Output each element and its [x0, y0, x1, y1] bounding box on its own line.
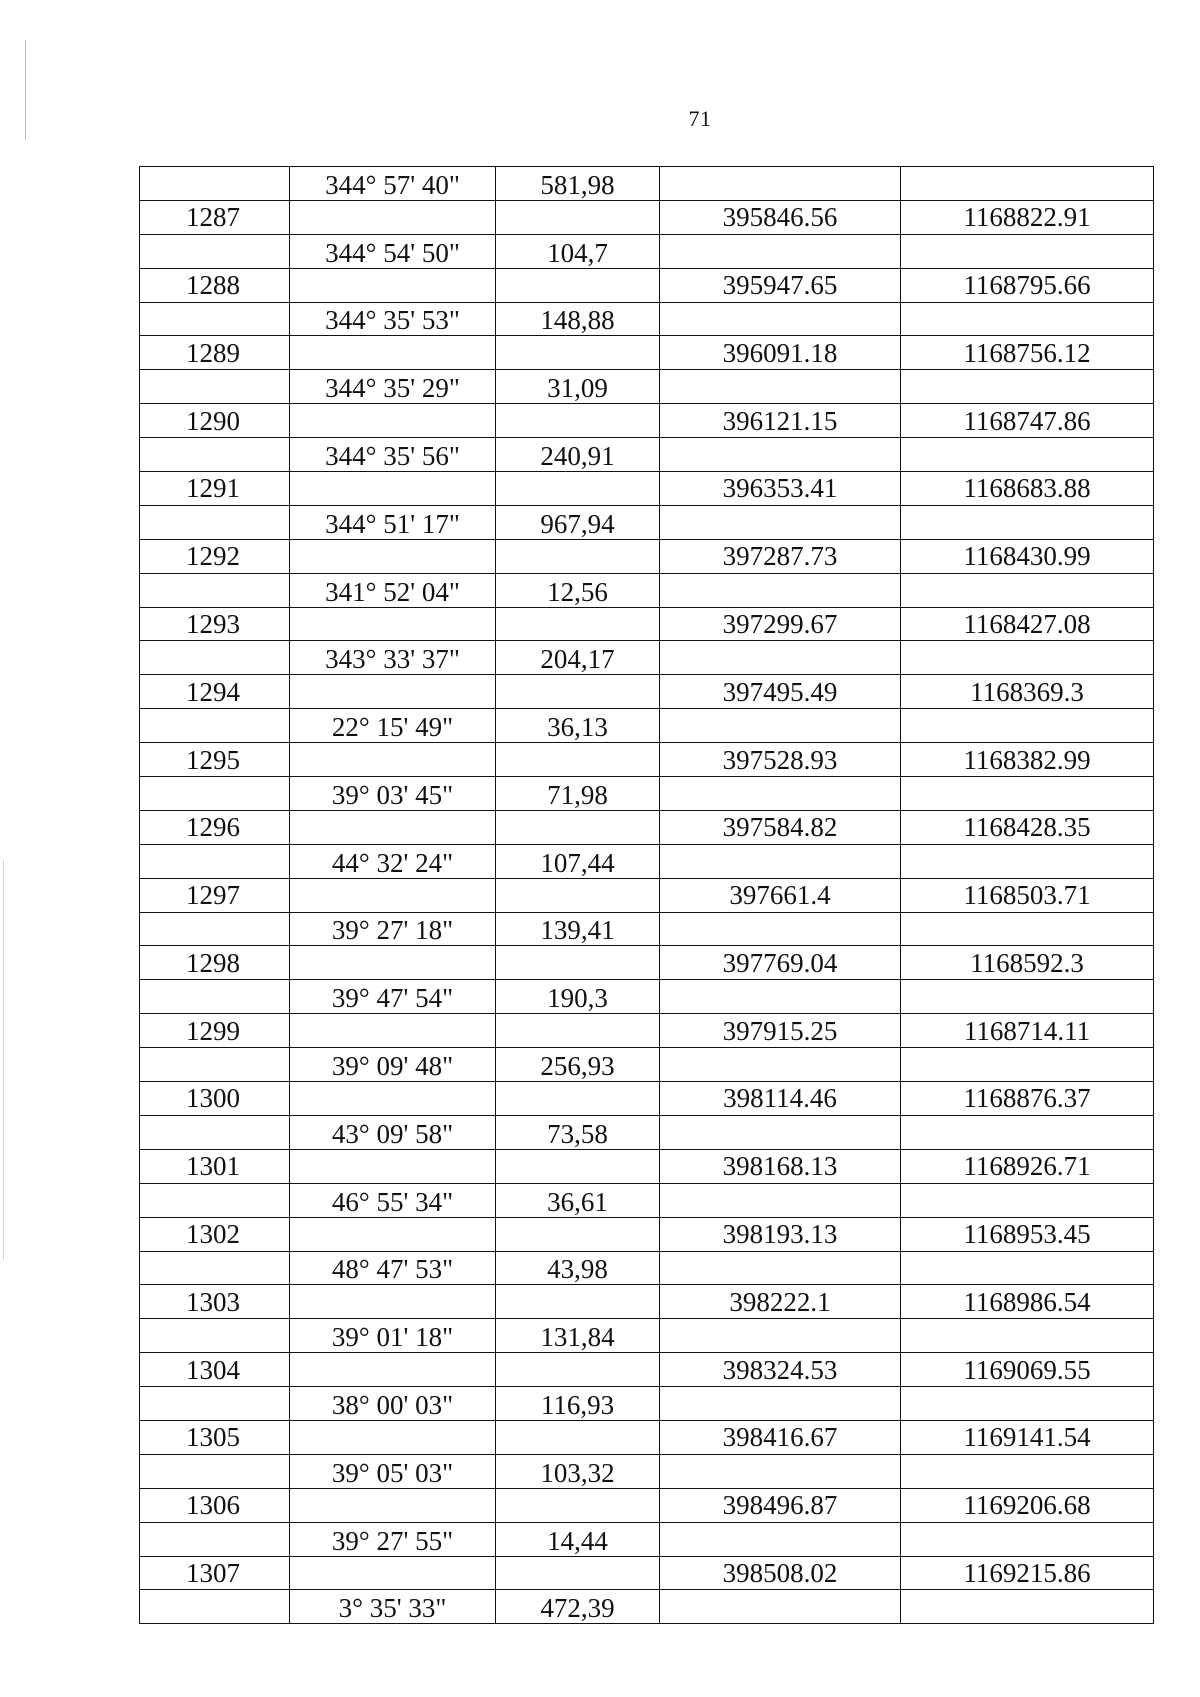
direction-angle-cell: 344° 35' 56": [290, 438, 496, 472]
distance-cell: 43,98: [496, 1251, 660, 1285]
direction-angle-cell: 343° 33' 37": [290, 641, 496, 675]
point-number-cell: 1290: [140, 404, 290, 438]
distance-cell: 256,93: [496, 1048, 660, 1082]
point-number-cell: 1291: [140, 472, 290, 506]
point-number-cell: [140, 1522, 290, 1556]
x-coordinate-cell: 395947.65: [660, 268, 901, 302]
y-coordinate-cell: 1168926.71: [901, 1149, 1154, 1183]
point-number-cell: [140, 709, 290, 743]
point-number-cell: [140, 302, 290, 336]
x-coordinate-cell: 396121.15: [660, 404, 901, 438]
y-coordinate-cell: [901, 573, 1154, 607]
y-coordinate-cell: [901, 1115, 1154, 1149]
table-row: [140, 370, 1154, 404]
distance-cell: 73,58: [496, 1115, 660, 1149]
x-coordinate-cell: 398416.67: [660, 1420, 901, 1454]
direction-angle-cell: [290, 946, 496, 980]
point-number-cell: 1287: [140, 200, 290, 234]
distance-cell: 240,91: [496, 438, 660, 472]
point-number-cell: 1302: [140, 1217, 290, 1251]
direction-angle-cell: [290, 404, 496, 438]
y-coordinate-cell: [901, 302, 1154, 336]
table-row: [140, 743, 1154, 777]
table-row: [140, 777, 1154, 811]
table-row: [140, 404, 1154, 438]
x-coordinate-cell: [660, 1183, 901, 1217]
direction-angle-cell: [290, 1014, 496, 1048]
distance-cell: 103,32: [496, 1454, 660, 1488]
y-coordinate-cell: 1169069.55: [901, 1353, 1154, 1387]
distance-cell: 116,93: [496, 1387, 660, 1421]
x-coordinate-cell: [660, 438, 901, 472]
coordinates-table-body: [140, 167, 1154, 1624]
direction-angle-cell: 39° 01' 18": [290, 1319, 496, 1353]
direction-angle-cell: 48° 47' 53": [290, 1251, 496, 1285]
y-coordinate-cell: 1168876.37: [901, 1082, 1154, 1116]
table-row: [140, 1590, 1154, 1624]
x-coordinate-cell: [660, 505, 901, 539]
y-coordinate-cell: 1168427.08: [901, 607, 1154, 641]
x-coordinate-cell: [660, 234, 901, 268]
y-coordinate-cell: 1168953.45: [901, 1217, 1154, 1251]
table-row: [140, 607, 1154, 641]
y-coordinate-cell: 1168683.88: [901, 472, 1154, 506]
y-coordinate-cell: 1168503.71: [901, 878, 1154, 912]
table-row: [140, 1488, 1154, 1522]
table-row: [140, 675, 1154, 709]
distance-cell: [496, 1353, 660, 1387]
distance-cell: [496, 1420, 660, 1454]
y-coordinate-cell: [901, 438, 1154, 472]
distance-cell: [496, 336, 660, 370]
distance-cell: [496, 743, 660, 777]
x-coordinate-cell: [660, 370, 901, 404]
distance-cell: [496, 946, 660, 980]
distance-cell: 967,94: [496, 505, 660, 539]
table-row: [140, 573, 1154, 607]
x-coordinate-cell: 398222.1: [660, 1285, 901, 1319]
table-row: [140, 234, 1154, 268]
point-number-cell: [140, 1454, 290, 1488]
point-number-cell: [140, 641, 290, 675]
x-coordinate-cell: [660, 641, 901, 675]
table-row: [140, 438, 1154, 472]
table-row: [140, 912, 1154, 946]
direction-angle-cell: [290, 1420, 496, 1454]
y-coordinate-cell: 1168382.99: [901, 743, 1154, 777]
distance-cell: 190,3: [496, 980, 660, 1014]
y-coordinate-cell: [901, 980, 1154, 1014]
y-coordinate-cell: 1169141.54: [901, 1420, 1154, 1454]
point-number-cell: [140, 1251, 290, 1285]
y-coordinate-cell: [901, 167, 1154, 201]
direction-angle-cell: 39° 47' 54": [290, 980, 496, 1014]
distance-cell: 104,7: [496, 234, 660, 268]
distance-cell: [496, 1082, 660, 1116]
point-number-cell: [140, 234, 290, 268]
distance-cell: 139,41: [496, 912, 660, 946]
point-number-cell: 1300: [140, 1082, 290, 1116]
direction-angle-cell: [290, 1082, 496, 1116]
direction-angle-cell: 344° 35' 29": [290, 370, 496, 404]
point-number-cell: [140, 370, 290, 404]
x-coordinate-cell: 397584.82: [660, 810, 901, 844]
table-row: [140, 1014, 1154, 1048]
distance-cell: 71,98: [496, 777, 660, 811]
distance-cell: [496, 1217, 660, 1251]
y-coordinate-cell: [901, 505, 1154, 539]
coordinates-table: [139, 166, 1154, 1624]
table-row: [140, 1387, 1154, 1421]
distance-cell: [496, 1285, 660, 1319]
distance-cell: [496, 1014, 660, 1048]
distance-cell: [496, 1149, 660, 1183]
point-number-cell: 1294: [140, 675, 290, 709]
direction-angle-cell: [290, 472, 496, 506]
table-row: [140, 539, 1154, 573]
y-coordinate-cell: [901, 1048, 1154, 1082]
distance-cell: 204,17: [496, 641, 660, 675]
table-row: [140, 505, 1154, 539]
distance-cell: 14,44: [496, 1522, 660, 1556]
y-coordinate-cell: 1168756.12: [901, 336, 1154, 370]
point-number-cell: [140, 980, 290, 1014]
direction-angle-cell: [290, 1353, 496, 1387]
table-row: [140, 472, 1154, 506]
distance-cell: [496, 810, 660, 844]
distance-cell: 472,39: [496, 1590, 660, 1624]
point-number-cell: [140, 1319, 290, 1353]
x-coordinate-cell: [660, 167, 901, 201]
point-number-cell: [140, 1387, 290, 1421]
direction-angle-cell: 344° 35' 53": [290, 302, 496, 336]
table-row: [140, 268, 1154, 302]
y-coordinate-cell: [901, 844, 1154, 878]
distance-cell: [496, 539, 660, 573]
direction-angle-cell: [290, 1285, 496, 1319]
point-number-cell: [140, 777, 290, 811]
distance-cell: 36,13: [496, 709, 660, 743]
x-coordinate-cell: [660, 1522, 901, 1556]
x-coordinate-cell: 397528.93: [660, 743, 901, 777]
y-coordinate-cell: 1168430.99: [901, 539, 1154, 573]
table-row: [140, 1556, 1154, 1590]
y-coordinate-cell: 1168714.11: [901, 1014, 1154, 1048]
point-number-cell: [140, 1115, 290, 1149]
point-number-cell: 1307: [140, 1556, 290, 1590]
y-coordinate-cell: [901, 1454, 1154, 1488]
x-coordinate-cell: [660, 844, 901, 878]
table-row: [140, 1115, 1154, 1149]
distance-cell: 581,98: [496, 167, 660, 201]
table-row: [140, 810, 1154, 844]
x-coordinate-cell: 398496.87: [660, 1488, 901, 1522]
table-row: [140, 1082, 1154, 1116]
direction-angle-cell: [290, 1556, 496, 1590]
point-number-cell: [140, 912, 290, 946]
distance-cell: 12,56: [496, 573, 660, 607]
x-coordinate-cell: 397287.73: [660, 539, 901, 573]
x-coordinate-cell: 396091.18: [660, 336, 901, 370]
y-coordinate-cell: [901, 1319, 1154, 1353]
table-row: [140, 1454, 1154, 1488]
distance-cell: [496, 607, 660, 641]
distance-cell: 107,44: [496, 844, 660, 878]
direction-angle-cell: [290, 1488, 496, 1522]
x-coordinate-cell: [660, 1454, 901, 1488]
distance-cell: [496, 200, 660, 234]
x-coordinate-cell: 395846.56: [660, 200, 901, 234]
page-number: 71: [688, 106, 712, 131]
x-coordinate-cell: [660, 1590, 901, 1624]
direction-angle-cell: [290, 675, 496, 709]
x-coordinate-cell: [660, 980, 901, 1014]
y-coordinate-cell: [901, 912, 1154, 946]
table-row: [140, 1420, 1154, 1454]
x-coordinate-cell: [660, 302, 901, 336]
y-coordinate-cell: 1168747.86: [901, 404, 1154, 438]
table-row: [140, 709, 1154, 743]
direction-angle-cell: [290, 1149, 496, 1183]
table-row: [140, 946, 1154, 980]
direction-angle-cell: [290, 539, 496, 573]
direction-angle-cell: 39° 03' 45": [290, 777, 496, 811]
y-coordinate-cell: [901, 1590, 1154, 1624]
x-coordinate-cell: [660, 1319, 901, 1353]
x-coordinate-cell: 398324.53: [660, 1353, 901, 1387]
direction-angle-cell: 39° 27' 55": [290, 1522, 496, 1556]
distance-cell: 31,09: [496, 370, 660, 404]
table-row: [140, 302, 1154, 336]
direction-angle-cell: 39° 27' 18": [290, 912, 496, 946]
y-coordinate-cell: [901, 709, 1154, 743]
point-number-cell: 1293: [140, 607, 290, 641]
point-number-cell: 1301: [140, 1149, 290, 1183]
distance-cell: [496, 472, 660, 506]
direction-angle-cell: [290, 336, 496, 370]
y-coordinate-cell: 1168369.3: [901, 675, 1154, 709]
distance-cell: [496, 268, 660, 302]
distance-cell: [496, 1488, 660, 1522]
table-row: [140, 844, 1154, 878]
point-number-cell: 1295: [140, 743, 290, 777]
y-coordinate-cell: 1168795.66: [901, 268, 1154, 302]
x-coordinate-cell: 397299.67: [660, 607, 901, 641]
table-row: [140, 1285, 1154, 1319]
point-number-cell: 1296: [140, 810, 290, 844]
point-number-cell: 1304: [140, 1353, 290, 1387]
point-number-cell: [140, 1048, 290, 1082]
direction-angle-cell: 38° 00' 03": [290, 1387, 496, 1421]
direction-angle-cell: [290, 607, 496, 641]
table-row: [140, 1149, 1154, 1183]
y-coordinate-cell: [901, 777, 1154, 811]
point-number-cell: 1299: [140, 1014, 290, 1048]
x-coordinate-cell: 397915.25: [660, 1014, 901, 1048]
point-number-cell: [140, 1590, 290, 1624]
x-coordinate-cell: 396353.41: [660, 472, 901, 506]
table-row: [140, 336, 1154, 370]
point-number-cell: [140, 573, 290, 607]
point-number-cell: 1297: [140, 878, 290, 912]
distance-cell: 148,88: [496, 302, 660, 336]
point-number-cell: 1298: [140, 946, 290, 980]
direction-angle-cell: 46° 55' 34": [290, 1183, 496, 1217]
y-coordinate-cell: [901, 1183, 1154, 1217]
table-row: [140, 1353, 1154, 1387]
table-row: [140, 1251, 1154, 1285]
x-coordinate-cell: [660, 709, 901, 743]
x-coordinate-cell: 397495.49: [660, 675, 901, 709]
direction-angle-cell: 44° 32' 24": [290, 844, 496, 878]
table-row: [140, 641, 1154, 675]
x-coordinate-cell: [660, 777, 901, 811]
point-number-cell: 1288: [140, 268, 290, 302]
direction-angle-cell: [290, 743, 496, 777]
distance-cell: [496, 878, 660, 912]
point-number-cell: [140, 505, 290, 539]
table-row: [140, 167, 1154, 201]
point-number-cell: [140, 167, 290, 201]
x-coordinate-cell: 397769.04: [660, 946, 901, 980]
direction-angle-cell: 39° 05' 03": [290, 1454, 496, 1488]
y-coordinate-cell: [901, 1522, 1154, 1556]
table-row: [140, 980, 1154, 1014]
table-row: [140, 1048, 1154, 1082]
y-coordinate-cell: [901, 1251, 1154, 1285]
table-row: [140, 1183, 1154, 1217]
direction-angle-cell: 39° 09' 48": [290, 1048, 496, 1082]
direction-angle-cell: [290, 268, 496, 302]
table-row: [140, 878, 1154, 912]
y-coordinate-cell: 1169215.86: [901, 1556, 1154, 1590]
scan-edge-mark: [3, 860, 4, 1260]
direction-angle-cell: [290, 1217, 496, 1251]
direction-angle-cell: 344° 54' 50": [290, 234, 496, 268]
x-coordinate-cell: [660, 912, 901, 946]
y-coordinate-cell: [901, 641, 1154, 675]
direction-angle-cell: 43° 09' 58": [290, 1115, 496, 1149]
x-coordinate-cell: [660, 1115, 901, 1149]
x-coordinate-cell: [660, 1251, 901, 1285]
point-number-cell: [140, 1183, 290, 1217]
x-coordinate-cell: [660, 573, 901, 607]
x-coordinate-cell: 398168.13: [660, 1149, 901, 1183]
distance-cell: 131,84: [496, 1319, 660, 1353]
x-coordinate-cell: 398508.02: [660, 1556, 901, 1590]
x-coordinate-cell: 398193.13: [660, 1217, 901, 1251]
x-coordinate-cell: [660, 1048, 901, 1082]
table-row: [140, 200, 1154, 234]
point-number-cell: 1289: [140, 336, 290, 370]
point-number-cell: 1306: [140, 1488, 290, 1522]
table-row: [140, 1217, 1154, 1251]
point-number-cell: [140, 844, 290, 878]
direction-angle-cell: 3° 35' 33": [290, 1590, 496, 1624]
direction-angle-cell: 22° 15' 49": [290, 709, 496, 743]
x-coordinate-cell: 397661.4: [660, 878, 901, 912]
direction-angle-cell: [290, 810, 496, 844]
direction-angle-cell: [290, 200, 496, 234]
point-number-cell: 1292: [140, 539, 290, 573]
distance-cell: [496, 675, 660, 709]
y-coordinate-cell: 1168986.54: [901, 1285, 1154, 1319]
distance-cell: [496, 404, 660, 438]
direction-angle-cell: 344° 51' 17": [290, 505, 496, 539]
x-coordinate-cell: 398114.46: [660, 1082, 901, 1116]
y-coordinate-cell: 1168592.3: [901, 946, 1154, 980]
direction-angle-cell: [290, 878, 496, 912]
y-coordinate-cell: [901, 370, 1154, 404]
y-coordinate-cell: 1168428.35: [901, 810, 1154, 844]
x-coordinate-cell: [660, 1387, 901, 1421]
y-coordinate-cell: [901, 1387, 1154, 1421]
point-number-cell: 1303: [140, 1285, 290, 1319]
point-number-cell: 1305: [140, 1420, 290, 1454]
table-row: [140, 1522, 1154, 1556]
direction-angle-cell: 344° 57' 40": [290, 167, 496, 201]
point-number-cell: [140, 438, 290, 472]
y-coordinate-cell: 1169206.68: [901, 1488, 1154, 1522]
distance-cell: [496, 1556, 660, 1590]
direction-angle-cell: 341° 52' 04": [290, 573, 496, 607]
y-coordinate-cell: 1168822.91: [901, 200, 1154, 234]
distance-cell: 36,61: [496, 1183, 660, 1217]
table-row: [140, 1319, 1154, 1353]
y-coordinate-cell: [901, 234, 1154, 268]
